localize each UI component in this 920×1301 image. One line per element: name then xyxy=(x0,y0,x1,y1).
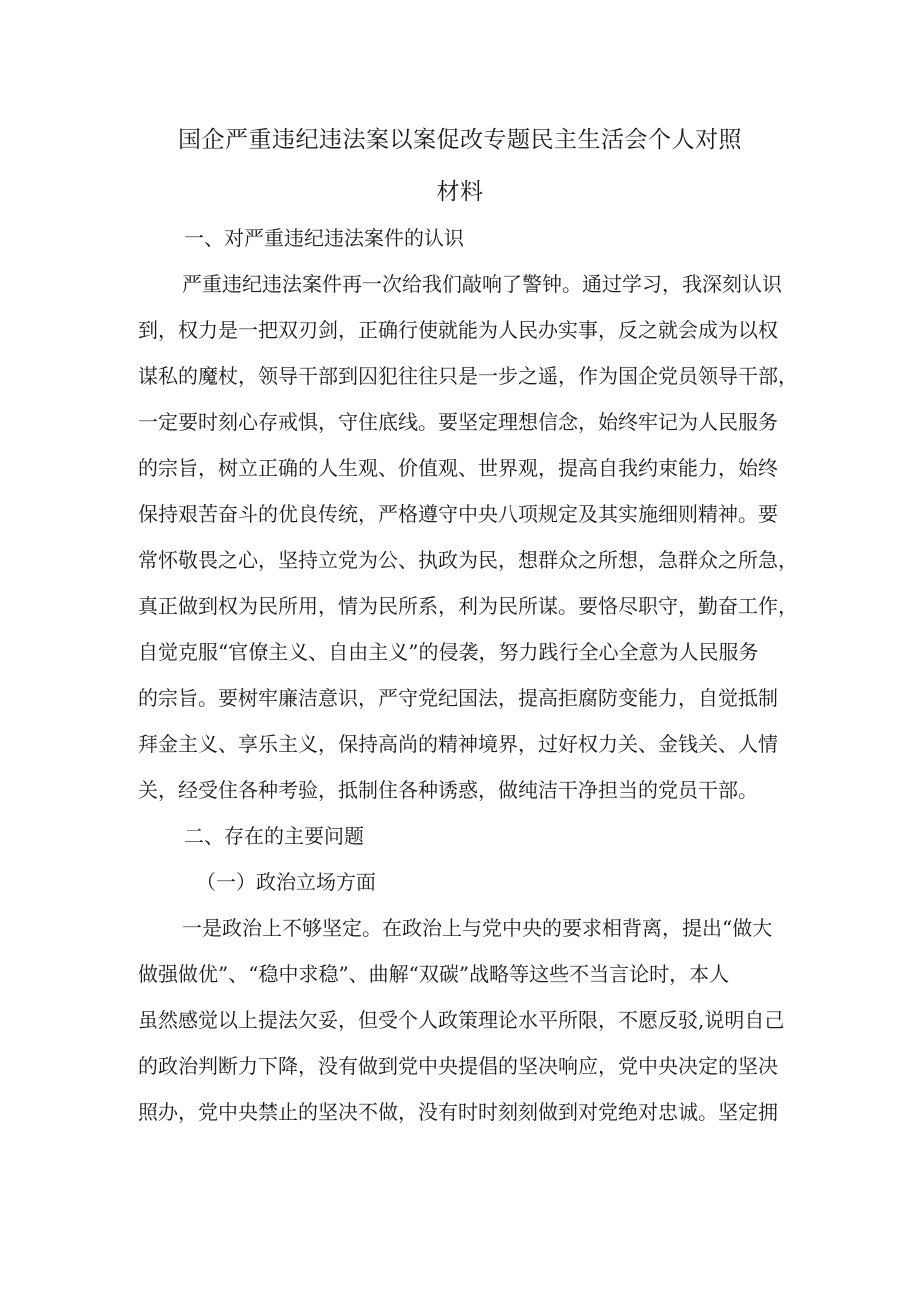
document-title-line-2: 材料 xyxy=(436,179,484,205)
section-2-heading: 二、存在的主要问题 xyxy=(184,824,364,848)
paragraph-line: 一是政治上不够坚定。在政治上与党中央的要求相背离，提出“做大 xyxy=(182,916,773,940)
paragraph-line: 虽然感觉以上提法欠妥，但受个人政策理论水平所限，不愿反驳,说明自己 xyxy=(138,1008,785,1032)
paragraph-line: 真正做到权为民所用，情为民所系，利为民所谋。要恪尽职守，勤奋工作， xyxy=(138,594,798,618)
paragraph-line: 拜金主义、享乐主义，保持高尚的精神境界，过好权力关、金钱关、人情 xyxy=(138,732,778,756)
paragraph-line: 做强做优”、“稳中求稳”、曲解“双碳”战略等这些不当言论时，本人 xyxy=(138,962,730,986)
paragraph-line: 的宗旨，树立正确的人生观、价值观、世界观，提高自我约束能力，始终 xyxy=(138,456,778,480)
paragraph-line: 常怀敬畏之心，坚持立党为公、执政为民，想群众之所想，急群众之所急， xyxy=(138,548,798,572)
paragraph-line: 一定要时刻心存戒惧，守住底线。要坚定理想信念，始终牢记为人民服务 xyxy=(138,410,778,434)
paragraph-line: 谋私的魔杖，领导干部到囚犯往往只是一步之遥，作为国企党员领导干部， xyxy=(138,364,798,388)
section-1-heading: 一、对严重违纪违法案件的认识 xyxy=(184,226,464,250)
paragraph-line: 自觉克服“官僚主义、自由主义”的侵袭，努力践行全心全意为人民服务 xyxy=(138,640,759,664)
paragraph-line: 保持艰苦奋斗的优良传统，严格遵守中央八项规定及其实施细则精神。要 xyxy=(138,502,778,526)
paragraph-line: 严重违纪违法案件再一次给我们敲响了警钟。通过学习，我深刻认识 xyxy=(182,272,782,296)
subsection-1-heading: （一）政治立场方面 xyxy=(196,870,376,894)
paragraph-line: 照办，党中央禁止的坚决不做，没有时时刻刻做到对党绝对忠诚。坚定拥 xyxy=(138,1100,778,1124)
paragraph-line: 关，经受住各种考验，抵制住各种诱惑，做纯洁干净担当的党员干部。 xyxy=(138,778,758,802)
paragraph-line: 的政治判断力下降，没有做到党中央提倡的坚决响应，党中央决定的坚决 xyxy=(138,1054,778,1078)
paragraph-line: 到，权力是一把双刃剑，正确行使就能为人民办实事，反之就会成为以权 xyxy=(138,318,778,342)
paragraph-line: 的宗旨。要树牢廉洁意识，严守党纪国法，提高拒腐防变能力，自觉抵制 xyxy=(138,686,778,710)
document-title-line-1: 国企严重违纪违法案以案促改专题民主生活会个人对照 xyxy=(178,127,742,153)
